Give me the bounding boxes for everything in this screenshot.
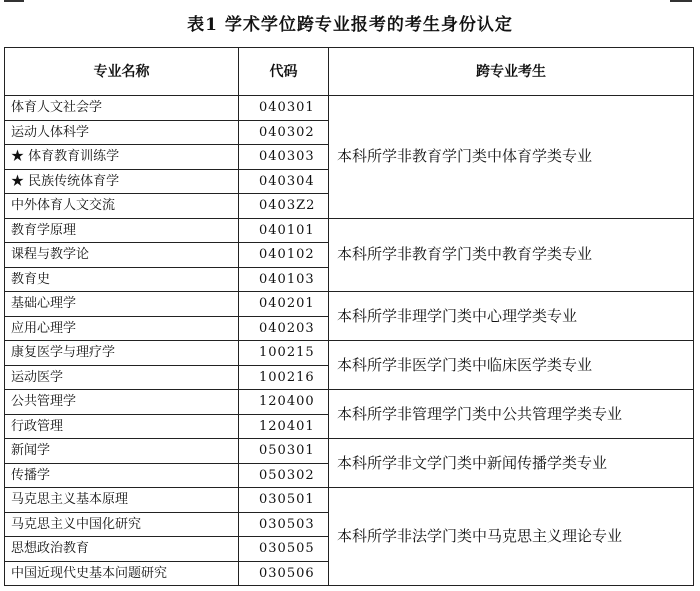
major-name: 课程与教学论 xyxy=(5,243,239,268)
major-code: 040101 xyxy=(239,218,329,243)
major-code: 030503 xyxy=(239,512,329,537)
major-code: 040303 xyxy=(239,145,329,170)
major-name: 传播学 xyxy=(5,463,239,488)
cross-group: 本科所学非理学门类中心理学类专业 xyxy=(329,292,694,341)
cross-group: 本科所学非教育学门类中教育学类专业 xyxy=(329,218,694,292)
header-name: 专业名称 xyxy=(5,48,239,96)
major-code: 040103 xyxy=(239,267,329,292)
top-rule-left xyxy=(4,0,24,2)
cross-group: 本科所学非文学门类中新闻传播学类专业 xyxy=(329,439,694,488)
major-code: 120401 xyxy=(239,414,329,439)
major-name: 运动医学 xyxy=(5,365,239,390)
major-name: 教育学原理 xyxy=(5,218,239,243)
major-name: ★ 体育教育训练学 xyxy=(5,145,239,170)
major-code: 030501 xyxy=(239,488,329,513)
major-name: 教育史 xyxy=(5,267,239,292)
header-cross: 跨专业考生 xyxy=(329,48,694,96)
major-code: 120400 xyxy=(239,390,329,415)
major-name: 运动人体科学 xyxy=(5,120,239,145)
top-rule-right xyxy=(670,0,692,2)
major-code: 040302 xyxy=(239,120,329,145)
major-code: 040203 xyxy=(239,316,329,341)
table-row xyxy=(5,341,694,366)
major-code: 0403Z2 xyxy=(239,194,329,219)
major-name: ★ 民族传统体育学 xyxy=(5,169,239,194)
major-code: 030506 xyxy=(239,561,329,586)
table-row xyxy=(5,390,694,415)
major-name: 公共管理学 xyxy=(5,390,239,415)
identity-table xyxy=(4,47,694,586)
major-name: 基础心理学 xyxy=(5,292,239,317)
major-name: 新闻学 xyxy=(5,439,239,464)
major-code: 050302 xyxy=(239,463,329,488)
cross-group: 本科所学非法学门类中马克思主义理论专业 xyxy=(329,488,694,586)
major-name: 思想政治教育 xyxy=(5,537,239,562)
cross-group: 本科所学非教育学门类中体育学类专业 xyxy=(329,96,694,219)
major-name: 中外体育人文交流 xyxy=(5,194,239,219)
header-code: 代码 xyxy=(239,48,329,96)
major-name: 行政管理 xyxy=(5,414,239,439)
table-title: 表1 学术学位跨专业报考的考生身份认定 xyxy=(187,15,513,35)
major-code: 030505 xyxy=(239,537,329,562)
major-code: 050301 xyxy=(239,439,329,464)
major-code: 100215 xyxy=(239,341,329,366)
major-code: 100216 xyxy=(239,365,329,390)
major-code: 040102 xyxy=(239,243,329,268)
major-name: 体育人文社会学 xyxy=(5,96,239,121)
table-row xyxy=(5,488,694,513)
major-code: 040304 xyxy=(239,169,329,194)
table-row xyxy=(5,439,694,464)
major-name: 康复医学与理疗学 xyxy=(5,341,239,366)
table-row xyxy=(5,292,694,317)
major-name: 中国近现代史基本问题研究 xyxy=(5,561,239,586)
major-name: 马克思主义基本原理 xyxy=(5,488,239,513)
cross-group: 本科所学非医学门类中临床医学类专业 xyxy=(329,341,694,390)
major-name: 应用心理学 xyxy=(5,316,239,341)
cross-group: 本科所学非管理学门类中公共管理学类专业 xyxy=(329,390,694,439)
major-name: 马克思主义中国化研究 xyxy=(5,512,239,537)
major-code: 040201 xyxy=(239,292,329,317)
table-row xyxy=(5,218,694,243)
major-code: 040301 xyxy=(239,96,329,121)
table-row xyxy=(5,96,694,121)
header-row xyxy=(5,48,694,96)
